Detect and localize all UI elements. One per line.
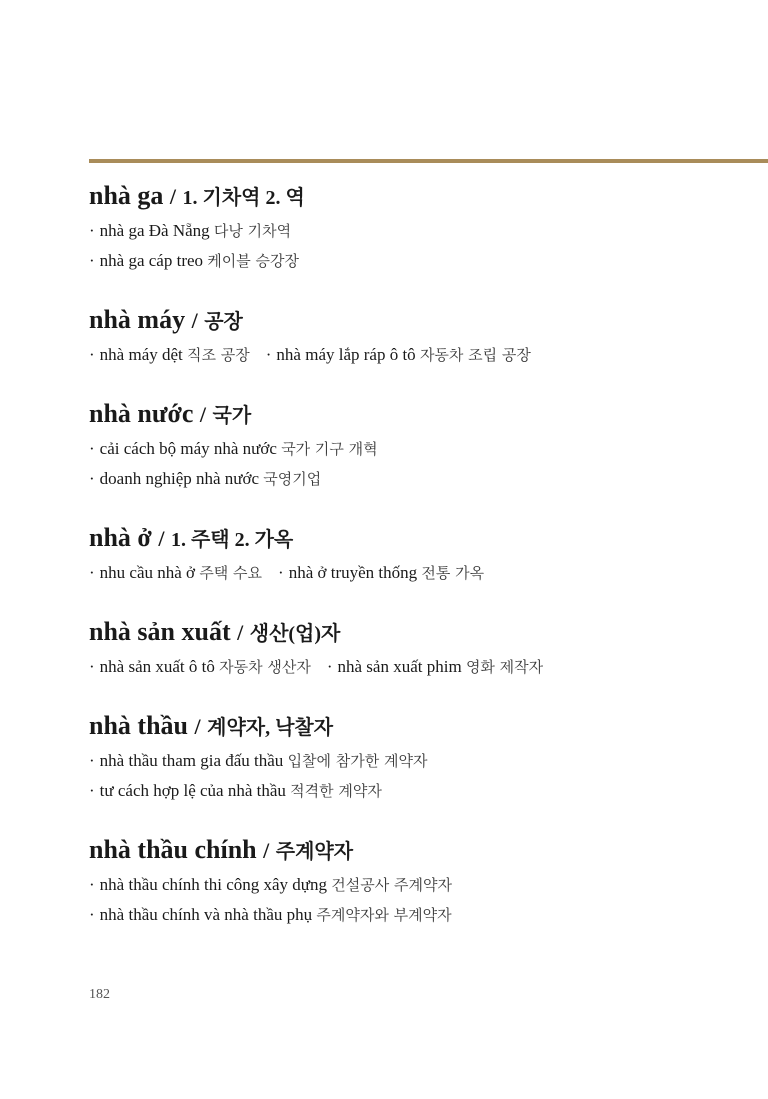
dictionary-entry xyxy=(89,614,749,682)
bullet-dot-icon: · xyxy=(265,345,272,364)
headword-korean-meaning: 1. 주택 2. 가옥 xyxy=(170,529,294,551)
headword-vietnamese: nhà ga xyxy=(89,181,164,210)
page-number: 182 xyxy=(89,987,110,1002)
dictionary-entries xyxy=(89,178,749,956)
example-vietnamese: cải cách bộ máy nhà nước xyxy=(99,439,277,458)
bullet-dot-icon: · xyxy=(89,751,95,770)
example-vietnamese: nhà ga cáp treo xyxy=(99,251,204,270)
bullet-dot-icon: · xyxy=(89,221,95,240)
headword-vietnamese: nhà máy xyxy=(89,305,186,334)
example-line xyxy=(89,246,749,276)
example-vietnamese: nhà thầu tham gia đấu thầu xyxy=(99,751,284,770)
example-phrase xyxy=(89,657,311,676)
headword-vietnamese: nhà nước xyxy=(89,399,194,428)
example-korean: 주택 수요 xyxy=(199,564,263,582)
example-korean: 전통 가옥 xyxy=(421,564,485,582)
headword-korean-meaning: 1. 기차역 2. 역 xyxy=(182,187,305,209)
example-line xyxy=(89,216,749,246)
bullet-dot-icon: · xyxy=(89,563,95,582)
example-line xyxy=(89,340,749,370)
example-phrase xyxy=(89,251,299,270)
entry-headword xyxy=(89,396,749,434)
headword-vietnamese: nhà thầu chính xyxy=(89,835,257,864)
example-phrase xyxy=(278,563,484,582)
dictionary-entry xyxy=(89,832,749,930)
headword-separator: / xyxy=(169,184,177,209)
entry-headword xyxy=(89,520,749,558)
headword-vietnamese: nhà sản xuất xyxy=(89,617,231,646)
example-vietnamese: nhà thầu chính và nhà thầu phụ xyxy=(99,905,313,924)
headword-vietnamese: nhà ở xyxy=(89,523,152,552)
example-phrase xyxy=(89,905,452,924)
bullet-dot-icon: · xyxy=(89,875,95,894)
dictionary-entry xyxy=(89,178,749,276)
bullet-dot-icon: · xyxy=(89,905,95,924)
headword-separator: / xyxy=(199,402,207,427)
example-korean: 영화 제작자 xyxy=(465,658,544,676)
example-korean: 건설공사 주계약자 xyxy=(331,876,452,894)
example-phrase xyxy=(89,781,382,800)
example-phrase xyxy=(89,469,321,488)
dictionary-entry xyxy=(89,302,749,370)
bullet-dot-icon: · xyxy=(89,251,95,270)
bullet-dot-icon: · xyxy=(89,345,95,364)
example-vietnamese: doanh nghiệp nhà nước xyxy=(99,469,260,488)
example-vietnamese: nhà máy dệt xyxy=(99,345,183,364)
example-phrase xyxy=(89,439,378,458)
example-vietnamese: nhà ở truyền thống xyxy=(288,563,418,582)
headword-korean-meaning: 생산(업)자 xyxy=(249,623,341,645)
example-korean: 입찰에 참가한 계약자 xyxy=(287,752,428,770)
example-phrase xyxy=(89,875,452,894)
headword-korean-meaning: 주계약자 xyxy=(275,841,354,863)
example-phrase xyxy=(89,563,262,582)
example-korean: 국영기업 xyxy=(263,470,322,488)
headword-separator: / xyxy=(194,714,201,739)
example-line xyxy=(89,558,749,588)
headword-vietnamese: nhà thầu xyxy=(89,711,188,740)
example-korean: 주계약자와 부계약자 xyxy=(316,906,452,924)
example-phrase xyxy=(89,345,250,364)
bullet-dot-icon: · xyxy=(89,781,95,800)
example-vietnamese: nhà sản xuất ô tô xyxy=(99,657,215,676)
example-phrase xyxy=(327,657,543,676)
headword-separator: / xyxy=(237,620,244,645)
headword-korean-meaning: 공장 xyxy=(204,311,243,333)
headword-separator: / xyxy=(263,838,270,863)
example-korean: 다낭 기차역 xyxy=(213,222,292,240)
dictionary-entry xyxy=(89,396,749,494)
example-line xyxy=(89,652,749,682)
example-line xyxy=(89,776,749,806)
top-divider-rule xyxy=(89,159,768,163)
entry-headword xyxy=(89,302,749,340)
headword-separator: / xyxy=(191,308,198,333)
bullet-dot-icon: · xyxy=(89,439,95,458)
example-korean: 자동차 생산자 xyxy=(219,658,311,676)
entry-headword xyxy=(89,832,749,870)
example-korean: 자동차 조립 공장 xyxy=(419,346,531,364)
headword-korean-meaning: 계약자, 낙찰자 xyxy=(207,717,334,739)
example-phrase xyxy=(89,751,428,770)
dictionary-entry xyxy=(89,520,749,588)
entry-headword xyxy=(89,178,749,216)
example-korean: 적격한 계약자 xyxy=(290,782,382,800)
example-line xyxy=(89,746,749,776)
headword-separator: / xyxy=(158,526,165,551)
example-phrase xyxy=(266,345,531,364)
example-vietnamese: nhà sản xuất phim xyxy=(337,657,462,676)
bullet-dot-icon: · xyxy=(89,469,95,488)
example-korean: 케이블 승강장 xyxy=(207,252,300,270)
entry-headword xyxy=(89,708,749,746)
example-phrase xyxy=(89,221,291,240)
example-line xyxy=(89,900,749,930)
dictionary-entry xyxy=(89,708,749,806)
example-vietnamese: tư cách hợp lệ của nhà thầu xyxy=(99,781,286,800)
entry-headword xyxy=(89,614,749,652)
example-line xyxy=(89,434,749,464)
example-vietnamese: nhà ga Đà Nẵng xyxy=(99,221,210,240)
example-korean: 직조 공장 xyxy=(187,346,250,364)
bullet-dot-icon: · xyxy=(326,657,333,676)
example-line xyxy=(89,870,749,900)
example-vietnamese: nhà thầu chính thi công xây dựng xyxy=(99,875,328,894)
headword-korean-meaning: 국가 xyxy=(212,405,252,427)
example-vietnamese: nhà máy lắp ráp ô tô xyxy=(276,345,416,364)
example-line xyxy=(89,464,749,494)
bullet-dot-icon: · xyxy=(89,657,95,676)
example-korean: 국가 기구 개혁 xyxy=(281,440,378,458)
example-vietnamese: nhu cầu nhà ở xyxy=(99,563,196,582)
bullet-dot-icon: · xyxy=(278,563,284,582)
